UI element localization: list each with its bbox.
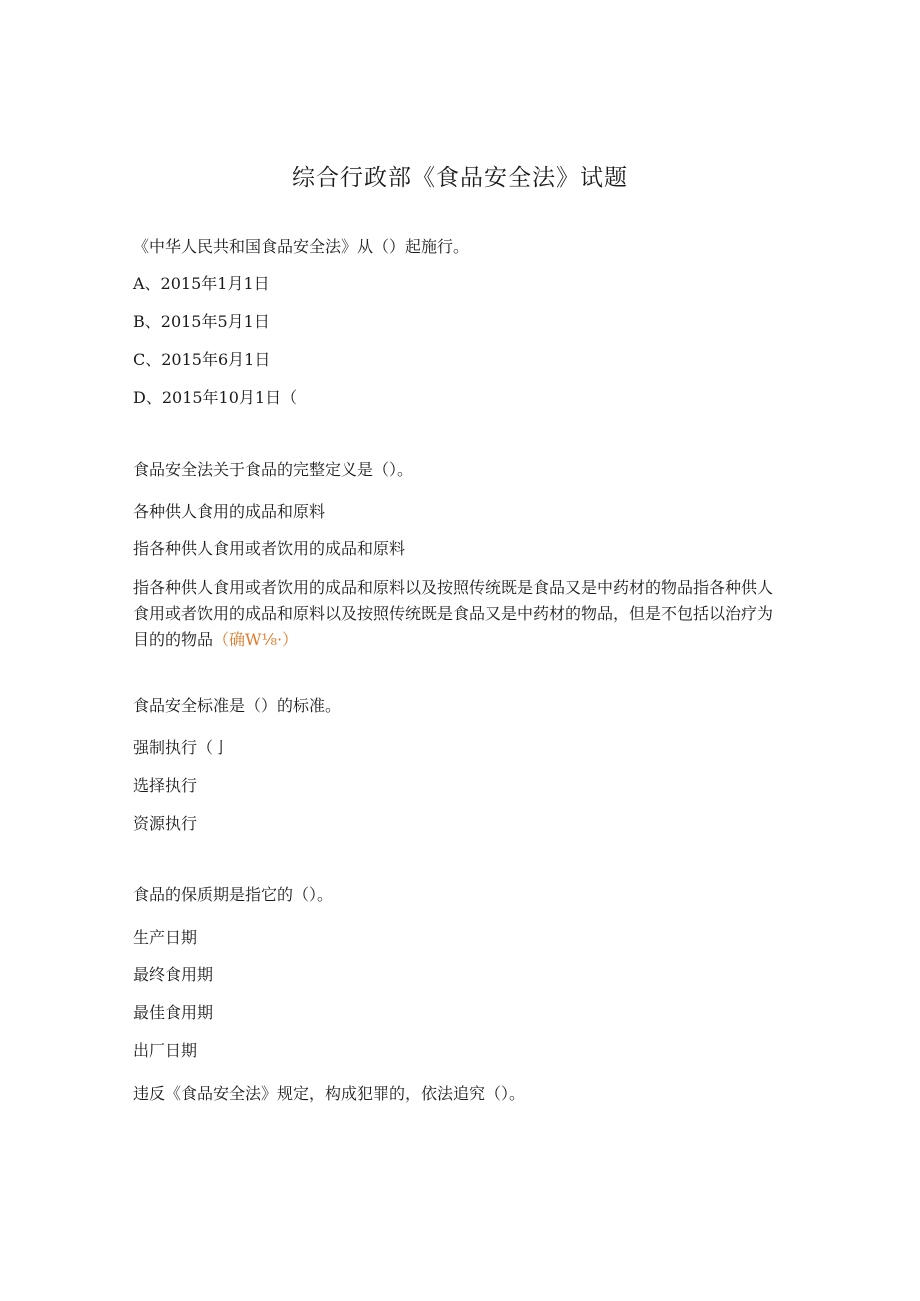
question-1-option-c: C、2015年6月1日 <box>133 350 271 369</box>
question-5-text: 违反《食品安全法》规定，构成犯罪的，依法追究（）。 <box>133 1084 526 1103</box>
question-1-text: 《中华人民共和国食品安全法》从（）起施行。 <box>133 237 470 256</box>
question-3-option-1: 强制执行（亅 <box>133 738 230 757</box>
question-4-option-1: 生产日期 <box>133 928 198 947</box>
question-2-option-3-text: 指各种供人食用或者饮用的成品和原料以及按照传统既是食品又是中药材的物品指各种供人食用或者饮用的成品和原料以及按照传统既是食品又是中药材的物品，但是不包括以治疗为目的的物品 <box>133 578 774 649</box>
question-3-option-3: 资源执行 <box>133 814 198 833</box>
question-2-text: 食品安全法关于食品的完整定义是（）。 <box>133 460 414 479</box>
question-4-text: 食品的保质期是指它的（）。 <box>133 885 334 904</box>
question-3-text: 食品安全标准是（）的标准。 <box>133 696 342 715</box>
question-3-option-2: 选择执行 <box>133 776 198 795</box>
question-4-option-4: 出厂日期 <box>133 1041 198 1060</box>
question-4-option-2: 最终食用期 <box>133 965 214 984</box>
question-1-option-a: A、2015年1月1日 <box>133 274 270 293</box>
question-1-option-d: D、2015年10月1日（ <box>133 388 298 407</box>
question-2-option-2: 指各种供人食用或者饮用的成品和原料 <box>133 539 406 558</box>
question-2-option-3 <box>133 575 783 653</box>
document-title: 综合行政部《食品安全法》试题 <box>292 165 628 191</box>
question-1-option-b: B、2015年5月1日 <box>133 312 270 331</box>
question-2-option-1: 各种供人食用的成品和原料 <box>133 502 326 521</box>
question-4-option-3: 最佳食用期 <box>133 1003 214 1022</box>
answer-mark: （确W⅛·） <box>213 630 299 649</box>
